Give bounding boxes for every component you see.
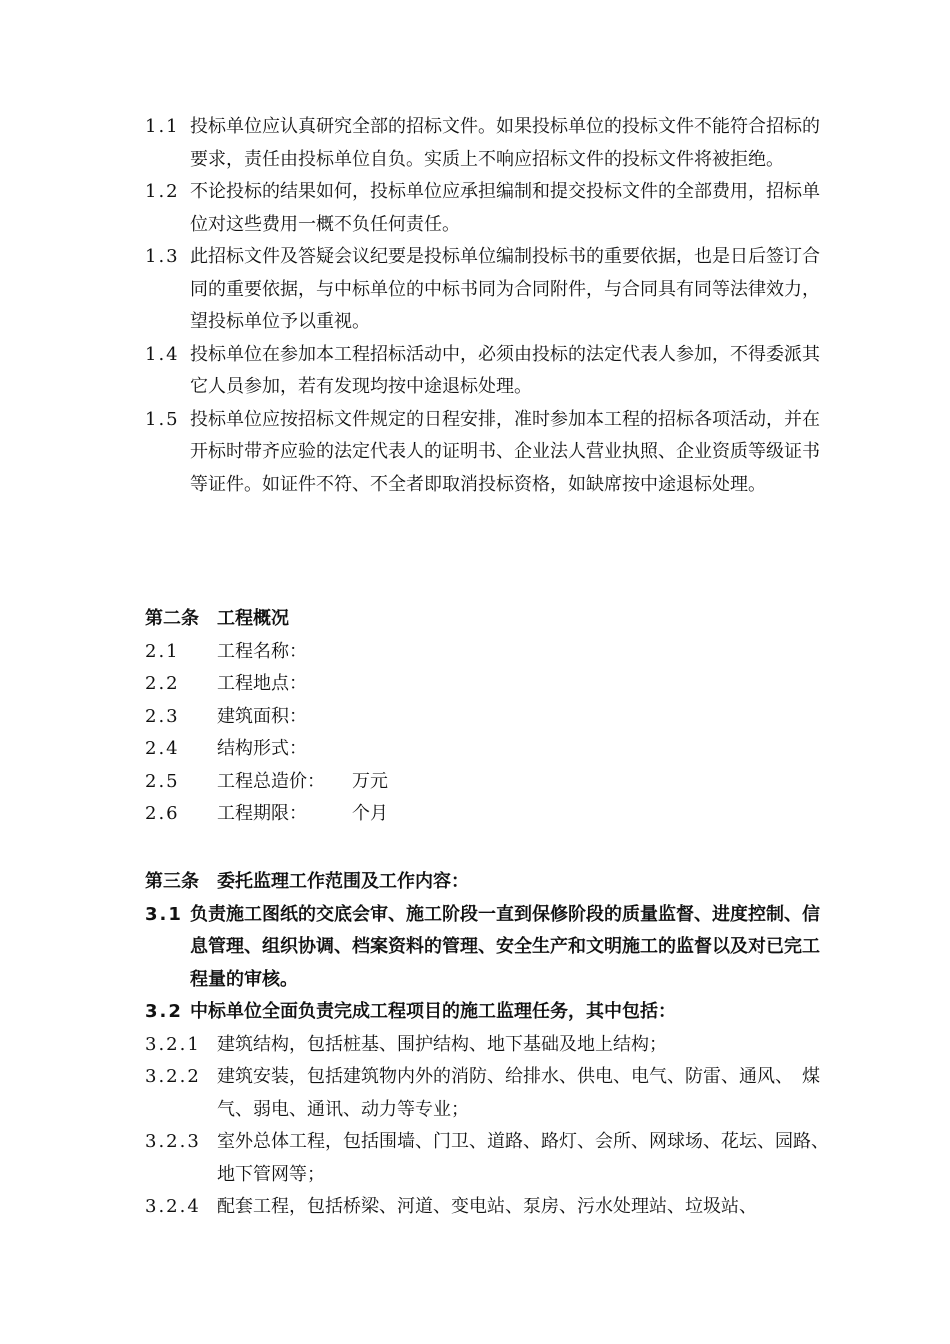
subclause-number: 3.2.2 <box>145 1066 201 1087</box>
subclause-3-2-1 <box>145 1029 835 1062</box>
item-label: 工程名称： <box>217 640 307 662</box>
overview-item-2-5 <box>145 766 835 799</box>
overview-item-2-1 <box>145 636 835 669</box>
item-number: 2.1 <box>145 640 180 662</box>
subclause-text: 配套工程，包括桥梁、河道、变电站、泵房、污水处理站、垃圾站、 <box>217 1196 757 1217</box>
clause-1-3 <box>145 241 835 339</box>
subclause-text: 建筑结构，包括桩基、围护结构、地下基础及地上结构； <box>217 1033 667 1055</box>
item-label: 工程地点： <box>217 673 307 694</box>
item-label: 工程总造价： <box>217 770 325 792</box>
clause-number: 1.1 <box>145 116 180 137</box>
section-2 <box>145 603 835 831</box>
item-number: 2.6 <box>145 803 180 824</box>
item-number: 2.4 <box>145 738 180 759</box>
subclause-number: 3.2.3 <box>145 1131 201 1152</box>
clause-number: 1.2 <box>145 181 180 202</box>
subclause-3-2-2 <box>145 1061 835 1126</box>
item-label: 结构形式： <box>217 738 307 759</box>
clause-number: 1.3 <box>145 246 180 267</box>
clause-3-1 <box>145 899 835 997</box>
item-number: 2.2 <box>145 673 180 694</box>
item-label: 工程期限： <box>217 803 307 824</box>
subclause-3-2-3 <box>145 1126 835 1191</box>
clause-text: 负责施工图纸的交底会审、施工阶段一直到保修阶段的质量监督、进度控制、信息管理、组织协调、档案资料的管理、安全生产和文明施工的监督以及对已完工程量的审核。 <box>190 903 820 990</box>
clause-1-4 <box>145 339 835 404</box>
subclause-text: 室外总体工程，包括围墙、门卫、道路、路灯、会所、网球场、花坛、园路、地下管网等； <box>217 1131 829 1185</box>
item-label: 建筑面积： <box>217 705 307 727</box>
clause-1-2 <box>145 176 835 241</box>
clause-number: 1.5 <box>145 408 180 430</box>
section-2-heading: 第二条 工程概况 <box>145 608 289 629</box>
section-3 <box>145 866 835 1224</box>
overview-item-2-4 <box>145 733 835 766</box>
overview-item-2-6 <box>145 798 835 831</box>
clause-number: 3.2 <box>145 1001 183 1022</box>
overview-item-2-2 <box>145 668 835 701</box>
clause-text: 投标单位在参加本工程招标活动中，必须由投标的法定代表人参加，不得委派其它人员参加，若有发现均按中途退标处理。 <box>190 343 820 397</box>
item-unit: 万元 <box>352 770 388 792</box>
section-3-heading: 第三条 委托监理工作范围及工作内容： <box>145 871 469 892</box>
clause-text: 投标单位应认真研究全部的招标文件。如果投标单位的投标文件不能符合招标的要求，责任由投标单位自负。实质上不响应招标文件的投标文件将被拒绝。 <box>190 116 820 170</box>
clause-number: 3.1 <box>145 903 183 925</box>
section-1-list <box>145 111 835 501</box>
clause-number: 1.4 <box>145 343 180 365</box>
item-unit: 个月 <box>352 803 388 824</box>
overview-item-2-3 <box>145 701 835 734</box>
subclause-text: 建筑安装，包括建筑物内外的消防、给排水、供电、电气、防雷、通风、 煤气、弱电、通讯、动力等专业； <box>217 1066 820 1120</box>
clause-3-2 <box>145 996 835 1029</box>
clause-text: 不论投标的结果如何，投标单位应承担编制和提交投标文件的全部费用，招标单位对这些费用一概不负任何责任。 <box>190 181 820 235</box>
subclause-number: 3.2.1 <box>145 1033 201 1055</box>
clause-1-5 <box>145 404 835 502</box>
clause-text: 投标单位应按招标文件规定的日程安排，准时参加本工程的招标各项活动，并在开标时带齐应验的法定代表人的证明书、企业法人营业执照、企业资质等级证书等证件。如证件不符、不全者即取消投标资格，如缺席按中途退标处理。 <box>190 408 820 495</box>
clause-text: 中标单位全面负责完成工程项目的施工监理任务，其中包括： <box>190 1001 676 1022</box>
subclause-number: 3.2.4 <box>145 1196 201 1217</box>
item-number: 2.5 <box>145 770 180 792</box>
item-number: 2.3 <box>145 705 180 727</box>
clause-1-1 <box>145 111 835 176</box>
clause-text: 此招标文件及答疑会议纪要是投标单位编制投标书的重要依据，也是日后签订合同的重要依据，与中标单位的中标书同为合同附件，与合同具有同等法律效力，望投标单位予以重视。 <box>190 246 820 332</box>
subclause-3-2-4 <box>145 1191 835 1224</box>
